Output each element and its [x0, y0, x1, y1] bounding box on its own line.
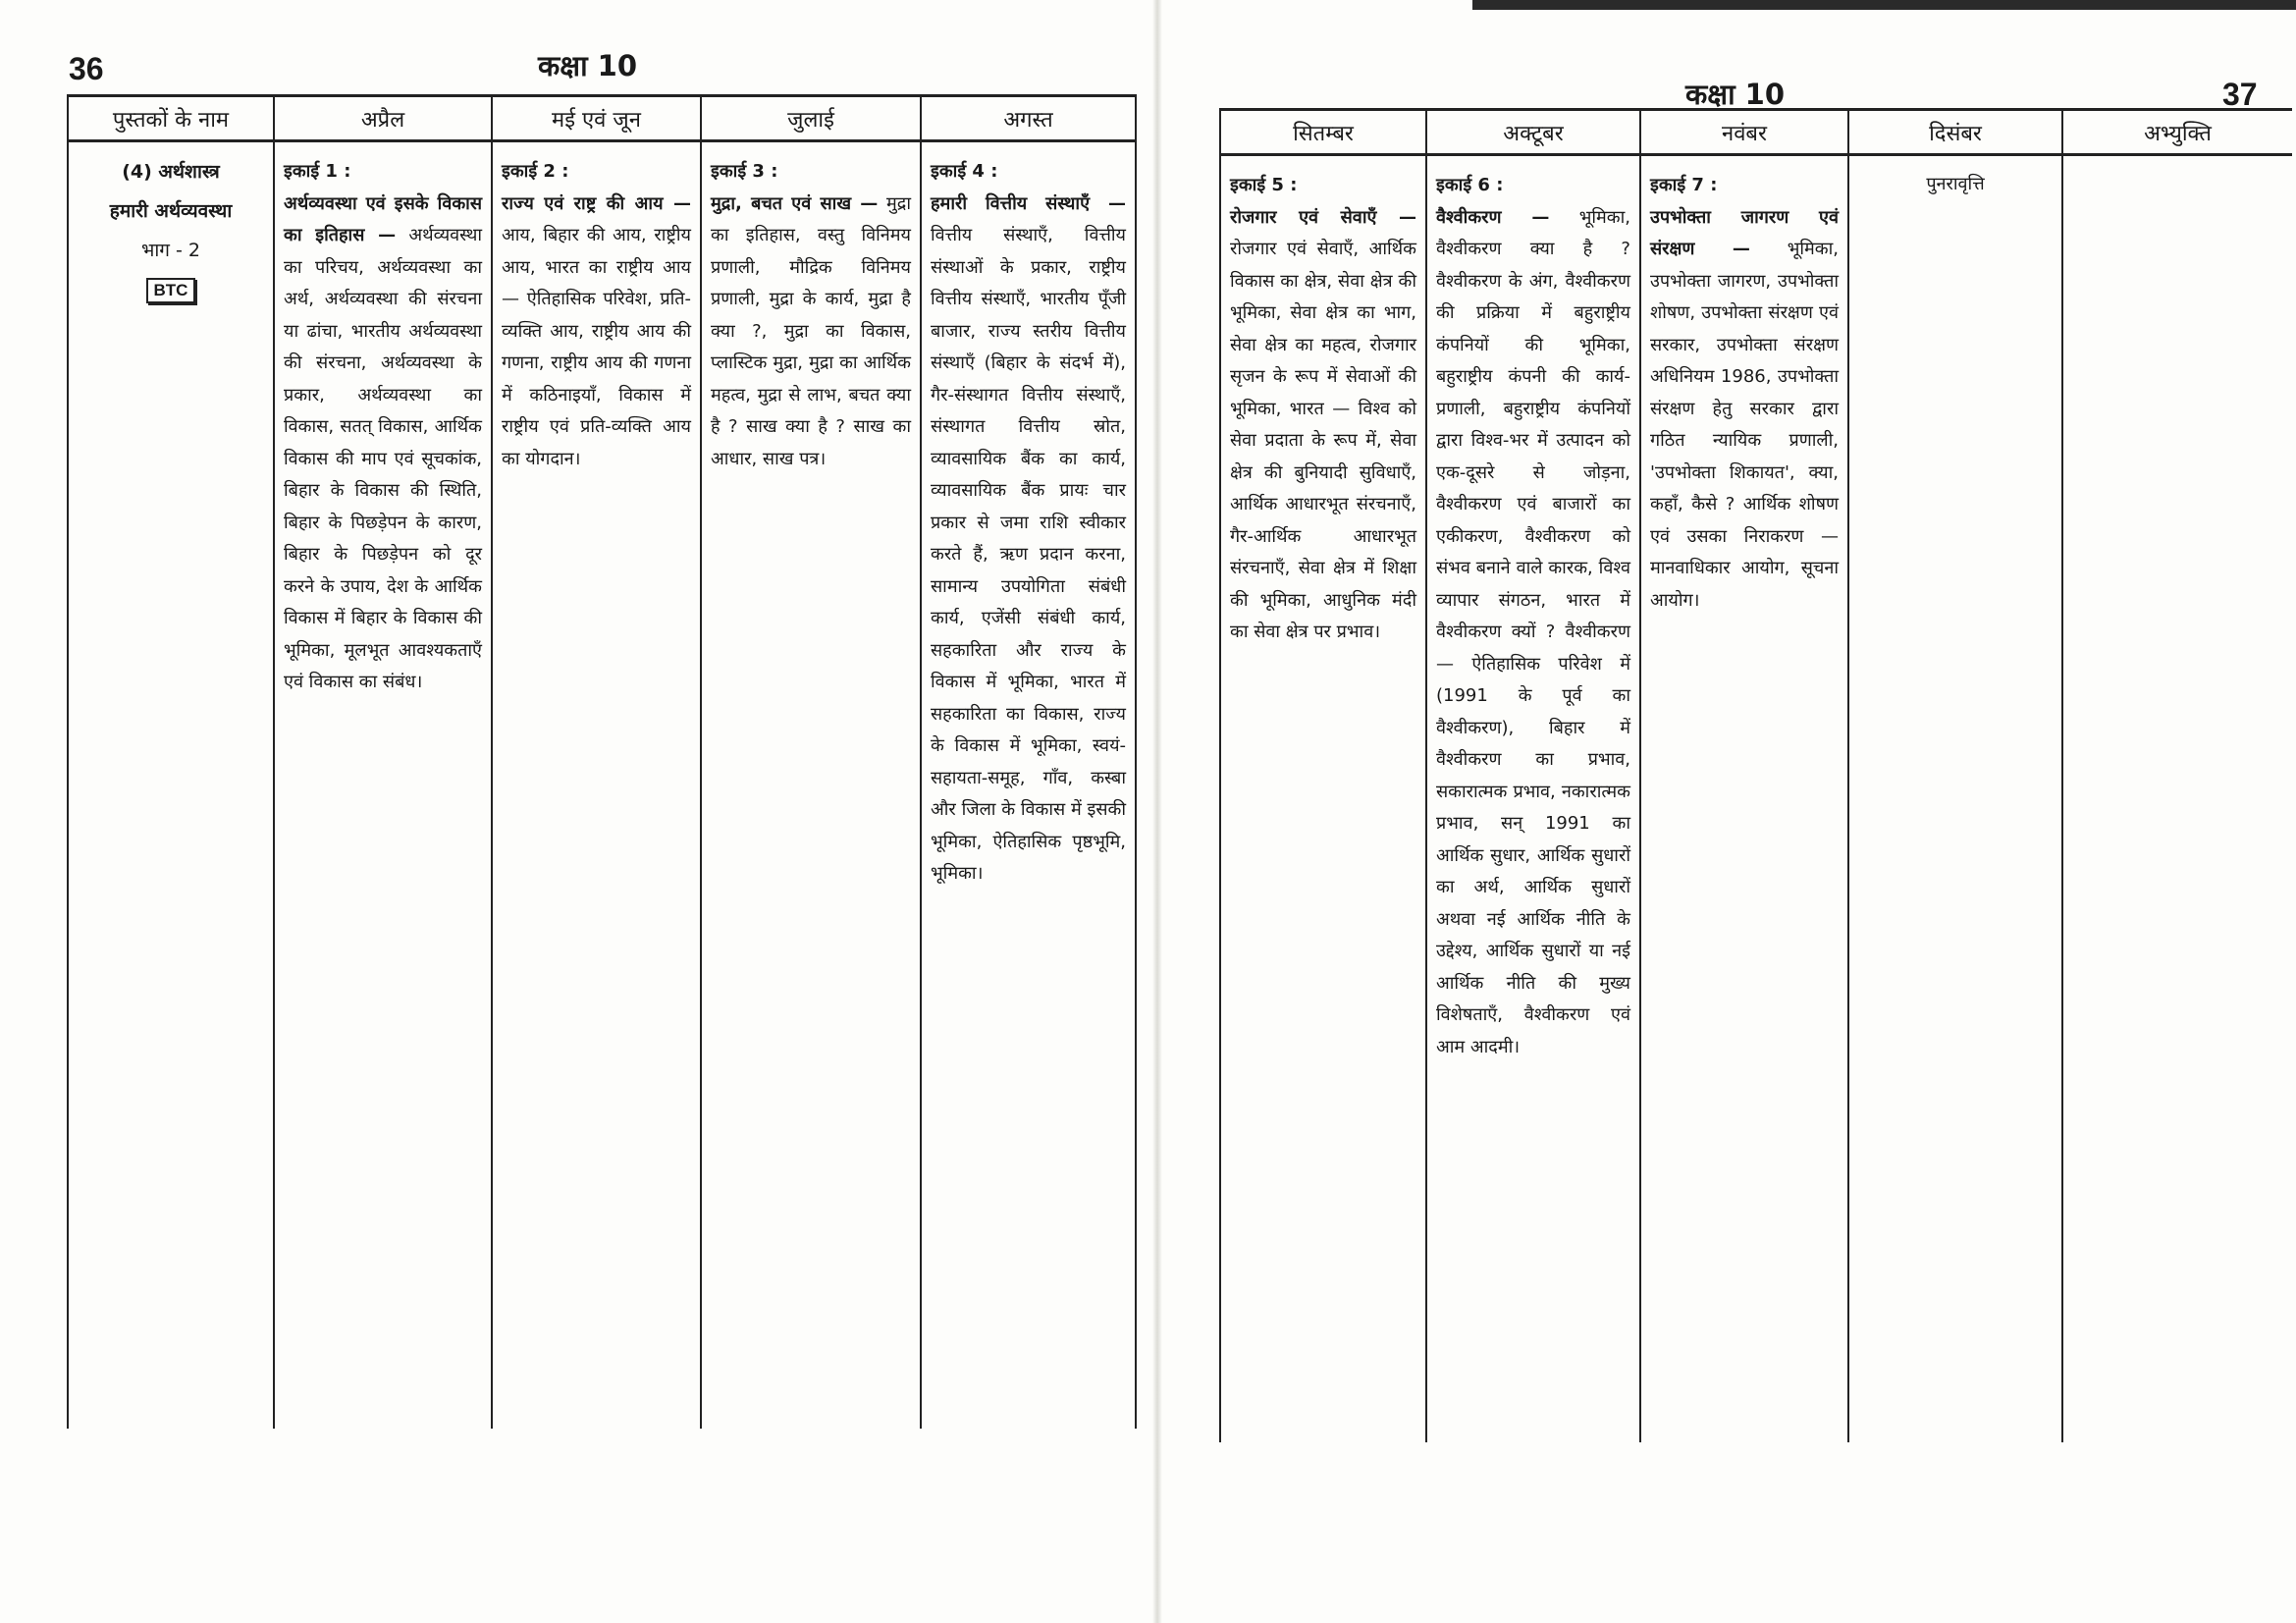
unit-label: इकाई 3 :: [711, 161, 778, 182]
header-remarks: अभ्युक्ति: [2062, 110, 2292, 155]
unit-body: रोजगार एवं सेवाएँ, आर्थिक विकास का क्षेत्र, सेवा क्षेत्र की भूमिका, सेवा क्षेत्र का भाग, सेवा क्षेत्र का महत्व, रोजगार सृजन के रूप में सेवाओं की भूमिका, भारत — विश्व को सेवा प्रदाता के रूप में, सेवा क्षेत्र की बुनियादी सुविधाएँ, आर्थिक आधारभूत संरचनाएँ, गैर-आर्थिक आधारभूत संरचनाएँ, सेवा क्षेत्र में शिक्षा की भूमिका, आधुनिक मंदी का सेवा क्षेत्र पर प्रभाव।: [1230, 239, 1416, 642]
table-header-row: [68, 96, 1136, 141]
right-page: [1168, 0, 2296, 1623]
table-row: [1220, 155, 2292, 1443]
may-june-cell: [492, 141, 701, 1430]
october-cell: [1426, 155, 1640, 1443]
unit-label: इकाई 2 :: [502, 161, 569, 182]
unit-title: उपभोक्ता जागरण एवं संरक्षण —: [1650, 206, 1839, 259]
september-cell: [1220, 155, 1426, 1443]
december-cell: [1848, 155, 2062, 1443]
class-title: कक्षा 10: [1685, 78, 1786, 111]
unit-title: रोजगार एवं सेवाएँ —: [1230, 206, 1416, 228]
book-name: (4) अर्थशास्त्र: [122, 161, 220, 183]
unit-title: राज्य एवं राष्ट्र की आय —: [502, 192, 691, 214]
header-november: नवंबर: [1640, 110, 1848, 155]
unit-body: आय, बिहार की आय, राष्ट्रीय आय, भारत का राष्ट्रीय आय — ऐतिहासिक परिवेश, प्रति-व्यक्ति आय, राष्ट्रीय आय की गणना, राष्ट्रीय आय की गणना में कठिनाइयाँ, विकास में राष्ट्रीय एवं प्रति-व्यक्ति आय का योगदान।: [502, 225, 691, 469]
table-row: [68, 141, 1136, 1430]
unit-label: इकाई 6 :: [1436, 175, 1504, 195]
header-december: दिसंबर: [1848, 110, 2062, 155]
unit-body: अर्थव्यवस्था का परिचय, अर्थव्यवस्था का अर्थ, अर्थव्यवस्था की संरचना या ढांचा, भारतीय अर्थव्यवस्था की संरचना, अर्थव्यवस्था के प्रकार, अर्थव्यवस्था का विकास, सतत् विकास, आर्थिक विकास की माप एवं सूचकांक, बिहार के विकास की स्थिति, बिहार के पिछड़ेपन के कारण, बिहार के पिछड़ेपन को दूर करने के उपाय, देश के आर्थिक विकास में बिहार के विकास की भूमिका, मूलभूत आवश्यकताएँ एवं विकास का संबंध।: [284, 225, 482, 692]
unit-title: वैश्वीकरण —: [1436, 206, 1550, 228]
unit-body: भूमिका, उपभोक्ता जागरण, उपभोक्ता शोषण, उपभोक्ता संरक्षण एवं सरकार, उपभोक्ता संरक्षण अधिनियम 1986, उपभोक्ता संरक्षण हेतु सरकार द्वारा गठित न्यायिक प्रणाली, 'उपभोक्ता शिकायत', क्या, कहाँ, कैसे ? आर्थिक शोषण एवं उसका निराकरण — मानवाधिकार आयोग, सूचना आयोग।: [1650, 239, 1839, 611]
class-title: कक्षा 10: [538, 49, 638, 82]
unit-label: इकाई 5 :: [1230, 175, 1298, 195]
book-cell: [68, 141, 274, 1430]
header-april: अप्रैल: [274, 96, 492, 141]
syllabus-table-right: [1219, 108, 2292, 1442]
book-subtitle: हमारी अर्थव्यवस्था: [109, 200, 233, 222]
page-number: 37: [2222, 77, 2258, 112]
header-book-names: पुस्तकों के नाम: [68, 96, 274, 141]
unit-label: इकाई 1 :: [284, 161, 351, 182]
revision-text: पुनरावृत्ति: [1926, 174, 1985, 194]
page-number: 36: [69, 51, 104, 86]
unit-title: हमारी वित्तीय संस्थाएँ —: [931, 192, 1126, 214]
unit-title: मुद्रा, बचत एवं साख —: [711, 192, 879, 214]
unit-body: भूमिका, वैश्वीकरण क्या है ? वैश्वीकरण के अंग, वैश्वीकरण की प्रक्रिया में बहुराष्ट्रीय कंपनियों की भूमिका, बहुराष्ट्रीय कंपनी की कार्य-प्रणाली, बहुराष्ट्रीय कंपनियों द्वारा विश्व-भर में उत्पादन को एक-दूसरे से जोड़ना, वैश्वीकरण एवं बाजारों का एकीकरण, वैश्वीकरण को संभव बनाने वाले कारक, विश्व व्यापार संगठन, भारत में वैश्वीकरण क्यों ? वैश्वीकरण — ऐतिहासिक परिवेश में (1991 के पूर्व का वैश्वीकरण), बिहार में वैश्वीकरण का प्रभाव, सकारात्मक प्रभाव, नकारात्मक प्रभाव, सन् 1991 का आर्थिक सुधार, आर्थिक सुधारों का अर्थ, आर्थिक सुधारों अथवा नई आर्थिक नीति के उद्देश्य, आर्थिक सुधारों या नई आर्थिक नीति की मुख्य विशेषताएँ, वैश्वीकरण एवं आम आदमी।: [1436, 206, 1630, 1057]
august-cell: [921, 141, 1136, 1430]
april-cell: [274, 141, 492, 1430]
unit-title: अर्थव्यवस्था एवं इसके विकास का इतिहास —: [284, 192, 482, 245]
syllabus-table-left: [67, 94, 1137, 1429]
november-cell: [1640, 155, 1848, 1443]
unit-body: मुद्रा का इतिहास, वस्तु विनिमय प्रणाली, मौद्रिक विनिमय प्रणाली, मुद्रा के कार्य, मुद्रा है क्या ?, मुद्रा का विकास, प्लास्टिक मुद्रा, मुद्रा का आर्थिक महत्व, मुद्रा से लाभ, बचत क्या है ? साख क्या है ? साख का आधार, साख पत्र।: [711, 192, 911, 469]
unit-body: वित्तीय संस्थाएँ, वित्तीय संस्थाओं के प्रकार, राष्ट्रीय वित्तीय संस्थाएँ, भारतीय पूँजी बाजार, राज्य स्तरीय वित्तीय संस्थाएँ (बिहार के संदर्भ में), गैर-संस्थागत वित्तीय संस्थाएँ, संस्थागत वित्तीय स्रोत, व्यावसायिक बैंक का कार्य, व्यावसायिक बैंक प्रायः चार प्रकार से जमा राशि स्वीकार करते हैं, ऋण प्रदान करना, सामान्य उपयोगिता संबंधी कार्य, एजेंसी संबंधी कार्य, सहकारिता और राज्य के विकास में भूमिका, भारत में सहकारिता का विकास, राज्य के विकास में भूमिका, स्वयं-सहायता-समूह, गाँव, कस्बा और जिला के विकास में इसकी भूमिका, ऐतिहासिक पृष्ठभूमि, भूमिका।: [931, 225, 1126, 884]
table-header-row: [1220, 110, 2292, 155]
btc-badge: BTC: [146, 278, 196, 303]
remarks-text: [2063, 156, 2292, 170]
book-spine: [1152, 0, 1162, 1623]
header-july: जुलाई: [701, 96, 921, 141]
header-october: अक्टूबर: [1426, 110, 1640, 155]
unit-label: इकाई 7 :: [1650, 175, 1718, 195]
july-cell: [701, 141, 921, 1430]
header-september: सितम्बर: [1220, 110, 1426, 155]
unit-label: इकाई 4 :: [931, 161, 998, 182]
remarks-cell: [2062, 155, 2292, 1443]
book-part: भाग - 2: [141, 240, 200, 261]
header-may-june: मई एवं जून: [492, 96, 701, 141]
header-august: अगस्त: [921, 96, 1136, 141]
